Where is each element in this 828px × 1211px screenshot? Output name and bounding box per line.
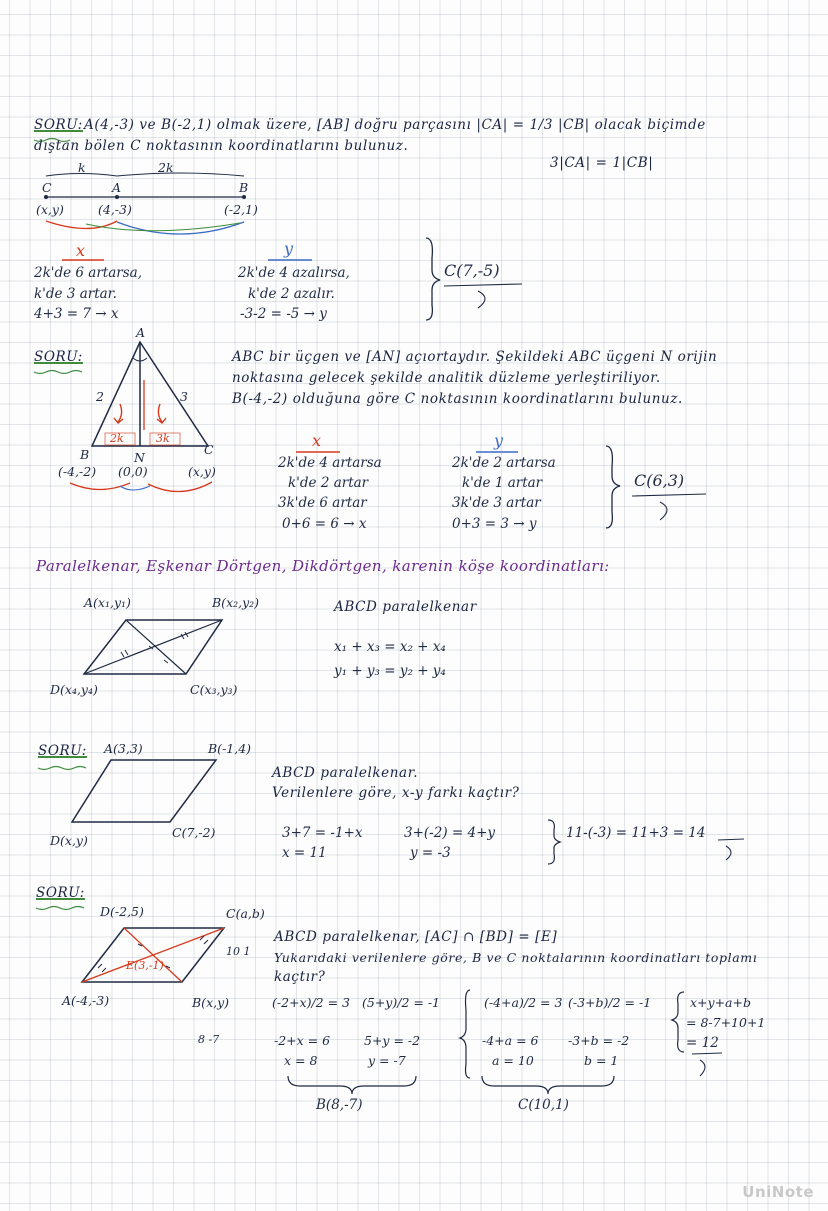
q3-result: 11-(-3) = 11+3 = 14: [566, 825, 706, 841]
q4-b-values: 8 -7: [198, 1033, 220, 1046]
sec-diagonal-ac: [126, 620, 186, 674]
q4-ca-3: a = 10: [492, 1053, 534, 1068]
q1-x-line3: 4+3 = 7 → x: [34, 306, 119, 322]
q4-point-b: B(x,y): [192, 995, 230, 1010]
q2-x-line4: 0+6 = 6 → x: [282, 516, 367, 532]
q3-work-1: 3+7 = -1+x: [282, 825, 363, 841]
watermark-logo: UniNote: [742, 1183, 814, 1201]
q2-vertex-c: C: [204, 442, 214, 457]
q2-y-line1: 2k'de 2 artarsa: [452, 455, 556, 471]
q4-b-result: B(8,-7): [316, 1097, 363, 1113]
q4-point-e: E(3,-1): [126, 959, 164, 972]
sec-eq2: y₁ + y₃ = y₂ + y₄: [334, 663, 446, 679]
q2-coord-c: (x,y): [188, 464, 216, 479]
q4-cb-3: b = 1: [584, 1053, 619, 1068]
q1-point-c: [44, 195, 48, 199]
q1-coord-b: (-2,1): [224, 202, 258, 217]
q4-ca-1: (-4+a)/2 = 3: [484, 995, 563, 1010]
q3-work-4: y = -3: [410, 845, 451, 861]
q1-seg-k: k: [78, 160, 86, 175]
q2-soru-wave: [34, 371, 82, 374]
q4-b-underbrace: [288, 1076, 416, 1094]
q4-text-line3: kaçtır?: [274, 969, 326, 985]
q2-side-ac: 3: [180, 389, 188, 404]
q3-label: SORU:: [38, 743, 87, 759]
q4-answer-mark: [692, 1053, 722, 1076]
q3-brace: [548, 820, 560, 864]
q3-point-d: D(x,y): [50, 833, 88, 848]
q1-blue-arc: [117, 222, 244, 234]
q4-by-2: 5+y = -2: [364, 1033, 421, 1048]
q4-bx-2: -2+x = 6: [274, 1033, 331, 1048]
q2-x-head: x: [312, 431, 322, 450]
sec-point-a: A(x₁,y₁): [84, 595, 131, 610]
q4-sum-2: = 8-7+10+1: [686, 1015, 766, 1030]
q2-red-arc-n-c: [148, 482, 212, 492]
q2-seg-bn: 2k: [110, 432, 124, 445]
q4-point-c: C(a,b): [226, 906, 265, 921]
q2-red-arrow-right: [157, 404, 166, 423]
sec-point-b: B(x₂,y₂): [212, 595, 260, 610]
q4-soru-wave: [36, 907, 84, 910]
q4-cb-1: (-3+b)/2 = -1: [568, 995, 652, 1010]
q4-diagonal-bd: [124, 928, 182, 982]
q1-text-line1: A(4,-3) ve B(-2,1) olmak üzere, [AB] doğru parçasını |CA| = 1/3 |CB| olacak biçimde: [84, 117, 706, 133]
q4-sum-1: x+y+a+b: [690, 995, 751, 1010]
q1-label-b: B: [239, 180, 249, 195]
q1-ratio-note: 3|CA| = 1|CB|: [550, 155, 654, 171]
q2-x-line3: 3k'de 6 artar: [278, 495, 367, 511]
q4-text-line1: ABCD paralelkenar, [AC] ∩ [BD] = [E]: [274, 929, 558, 945]
sec-point-d: D(x₄,y₄): [50, 682, 98, 697]
q4-c-underbrace: [482, 1076, 614, 1094]
q1-y-head: y: [284, 239, 294, 258]
q3-point-c: C(7,-2): [172, 825, 216, 840]
q1-point-b: [242, 195, 246, 199]
q4-sum-brace: [672, 992, 684, 1052]
q2-y-head: y: [494, 431, 504, 450]
q1-x-line1: 2k'de 6 artarsa,: [34, 265, 142, 281]
section-title: Paralelkenar, Eşkenar Dörtgen, Dikdörtgen, karenin köşe koordinatları:: [36, 557, 610, 575]
q1-brace-2k: [117, 173, 244, 176]
q2-x-line2: k'de 2 artar: [288, 475, 369, 491]
q2-coord-b: (-4,-2): [58, 464, 97, 479]
q2-label: SORU:: [34, 349, 83, 365]
q2-text-line1: ABC bir üçgen ve [AN] açıortaydır. Şekildeki ABC üçgeni N orijin: [232, 349, 718, 365]
q4-text-line2: Yukarıdaki verilenlere göre, B ve C noktalarının koordinatları toplamı: [274, 950, 758, 965]
q1-answer: C(7,-5): [444, 261, 500, 280]
q3-work-3: 3+(-2) = 4+y: [404, 825, 496, 841]
q2-x-line1: 2k'de 4 artarsa: [278, 455, 382, 471]
q4-by-1: (5+y)/2 = -1: [362, 995, 441, 1010]
q2-y-line3: 3k'de 3 artar: [452, 495, 541, 511]
q1-y-line2: k'de 2 azalır.: [248, 286, 335, 302]
q1-coord-c: (x,y): [36, 202, 64, 217]
q4-sum-3: = 12: [686, 1035, 719, 1051]
q3-parallelogram: [72, 760, 216, 822]
q4-left-brace: [460, 990, 470, 1078]
q1-coord-a: (4,-3): [98, 202, 132, 217]
q4-point-a: A(-4,-3): [62, 993, 110, 1008]
q2-red-arrow-left: [114, 404, 123, 423]
q4-cb-2: -3+b = -2: [568, 1033, 630, 1048]
q2-y-line4: 0+3 = 3 → y: [452, 516, 537, 532]
q4-by-3: y = -7: [368, 1053, 406, 1068]
q2-triangle: [92, 342, 208, 446]
q1-answer-mark: [444, 284, 522, 308]
q3-text-line1: ABCD paralelkenar.: [272, 765, 419, 781]
q1-point-a: [115, 195, 119, 199]
q3-point-a: A(3,3): [104, 741, 143, 756]
q3-point-b: B(-1,4): [208, 741, 252, 756]
q2-y-line2: k'de 1 artar: [462, 475, 543, 491]
q1-seg-2k: 2k: [158, 160, 174, 175]
q4-bx-3: x = 8: [284, 1053, 318, 1068]
q3-work-2: x = 11: [282, 845, 327, 861]
q2-answer-mark: [632, 494, 706, 520]
q3-answer-mark: [718, 839, 744, 860]
q2-text-line2: noktasına gelecek şekilde analitik düzleme yerleştiriliyor.: [232, 370, 661, 386]
q2-side-ab: 2: [96, 389, 104, 404]
q1-y-line1: 2k'de 4 azalırsa,: [238, 265, 350, 281]
q1-right-brace: [426, 238, 440, 320]
q2-answer: C(6,3): [634, 471, 685, 490]
q1-label-c: C: [42, 180, 52, 195]
q2-vertex-a: A: [136, 325, 146, 340]
sec-eq1: x₁ + x₃ = x₂ + x₄: [334, 639, 446, 655]
q4-label: SORU:: [36, 885, 85, 901]
q1-y-line3: -3-2 = -5 → y: [240, 306, 327, 322]
sec-point-c: C(x₃,y₃): [190, 682, 238, 697]
q2-blue-arc: [120, 486, 150, 490]
q4-c-values: 10 1: [226, 945, 251, 958]
q1-x-line2: k'de 3 artar.: [34, 286, 117, 302]
q1-label: SORU:: [34, 117, 83, 133]
q1-label-a: A: [112, 180, 122, 195]
q3-soru-wave: [38, 767, 86, 770]
q2-vertex-b: B: [80, 447, 90, 462]
q2-right-brace: [606, 446, 620, 528]
q4-point-d: D(-2,5): [100, 904, 144, 919]
q1-x-head: x: [76, 241, 86, 260]
q1-text-line2: dıştan bölen C noktasının koordinatlarını bulunuz.: [34, 138, 409, 154]
q3-text-line2: Verilenlere göre, x-y farkı kaçtır?: [272, 785, 520, 801]
sec-name: ABCD paralelkenar: [334, 599, 477, 615]
q2-point-n: N: [134, 450, 145, 465]
q4-ca-2: -4+a = 6: [482, 1033, 539, 1048]
q2-seg-nc: 3k: [156, 432, 170, 445]
q2-text-line3: B(-4,-2) olduğuna göre C noktasının koordinatlarını bulunuz.: [232, 391, 683, 407]
q2-coord-n: (0,0): [118, 464, 148, 479]
q4-bx-1: (-2+x)/2 = 3: [272, 995, 350, 1010]
q4-c-result: C(10,1): [518, 1097, 569, 1113]
